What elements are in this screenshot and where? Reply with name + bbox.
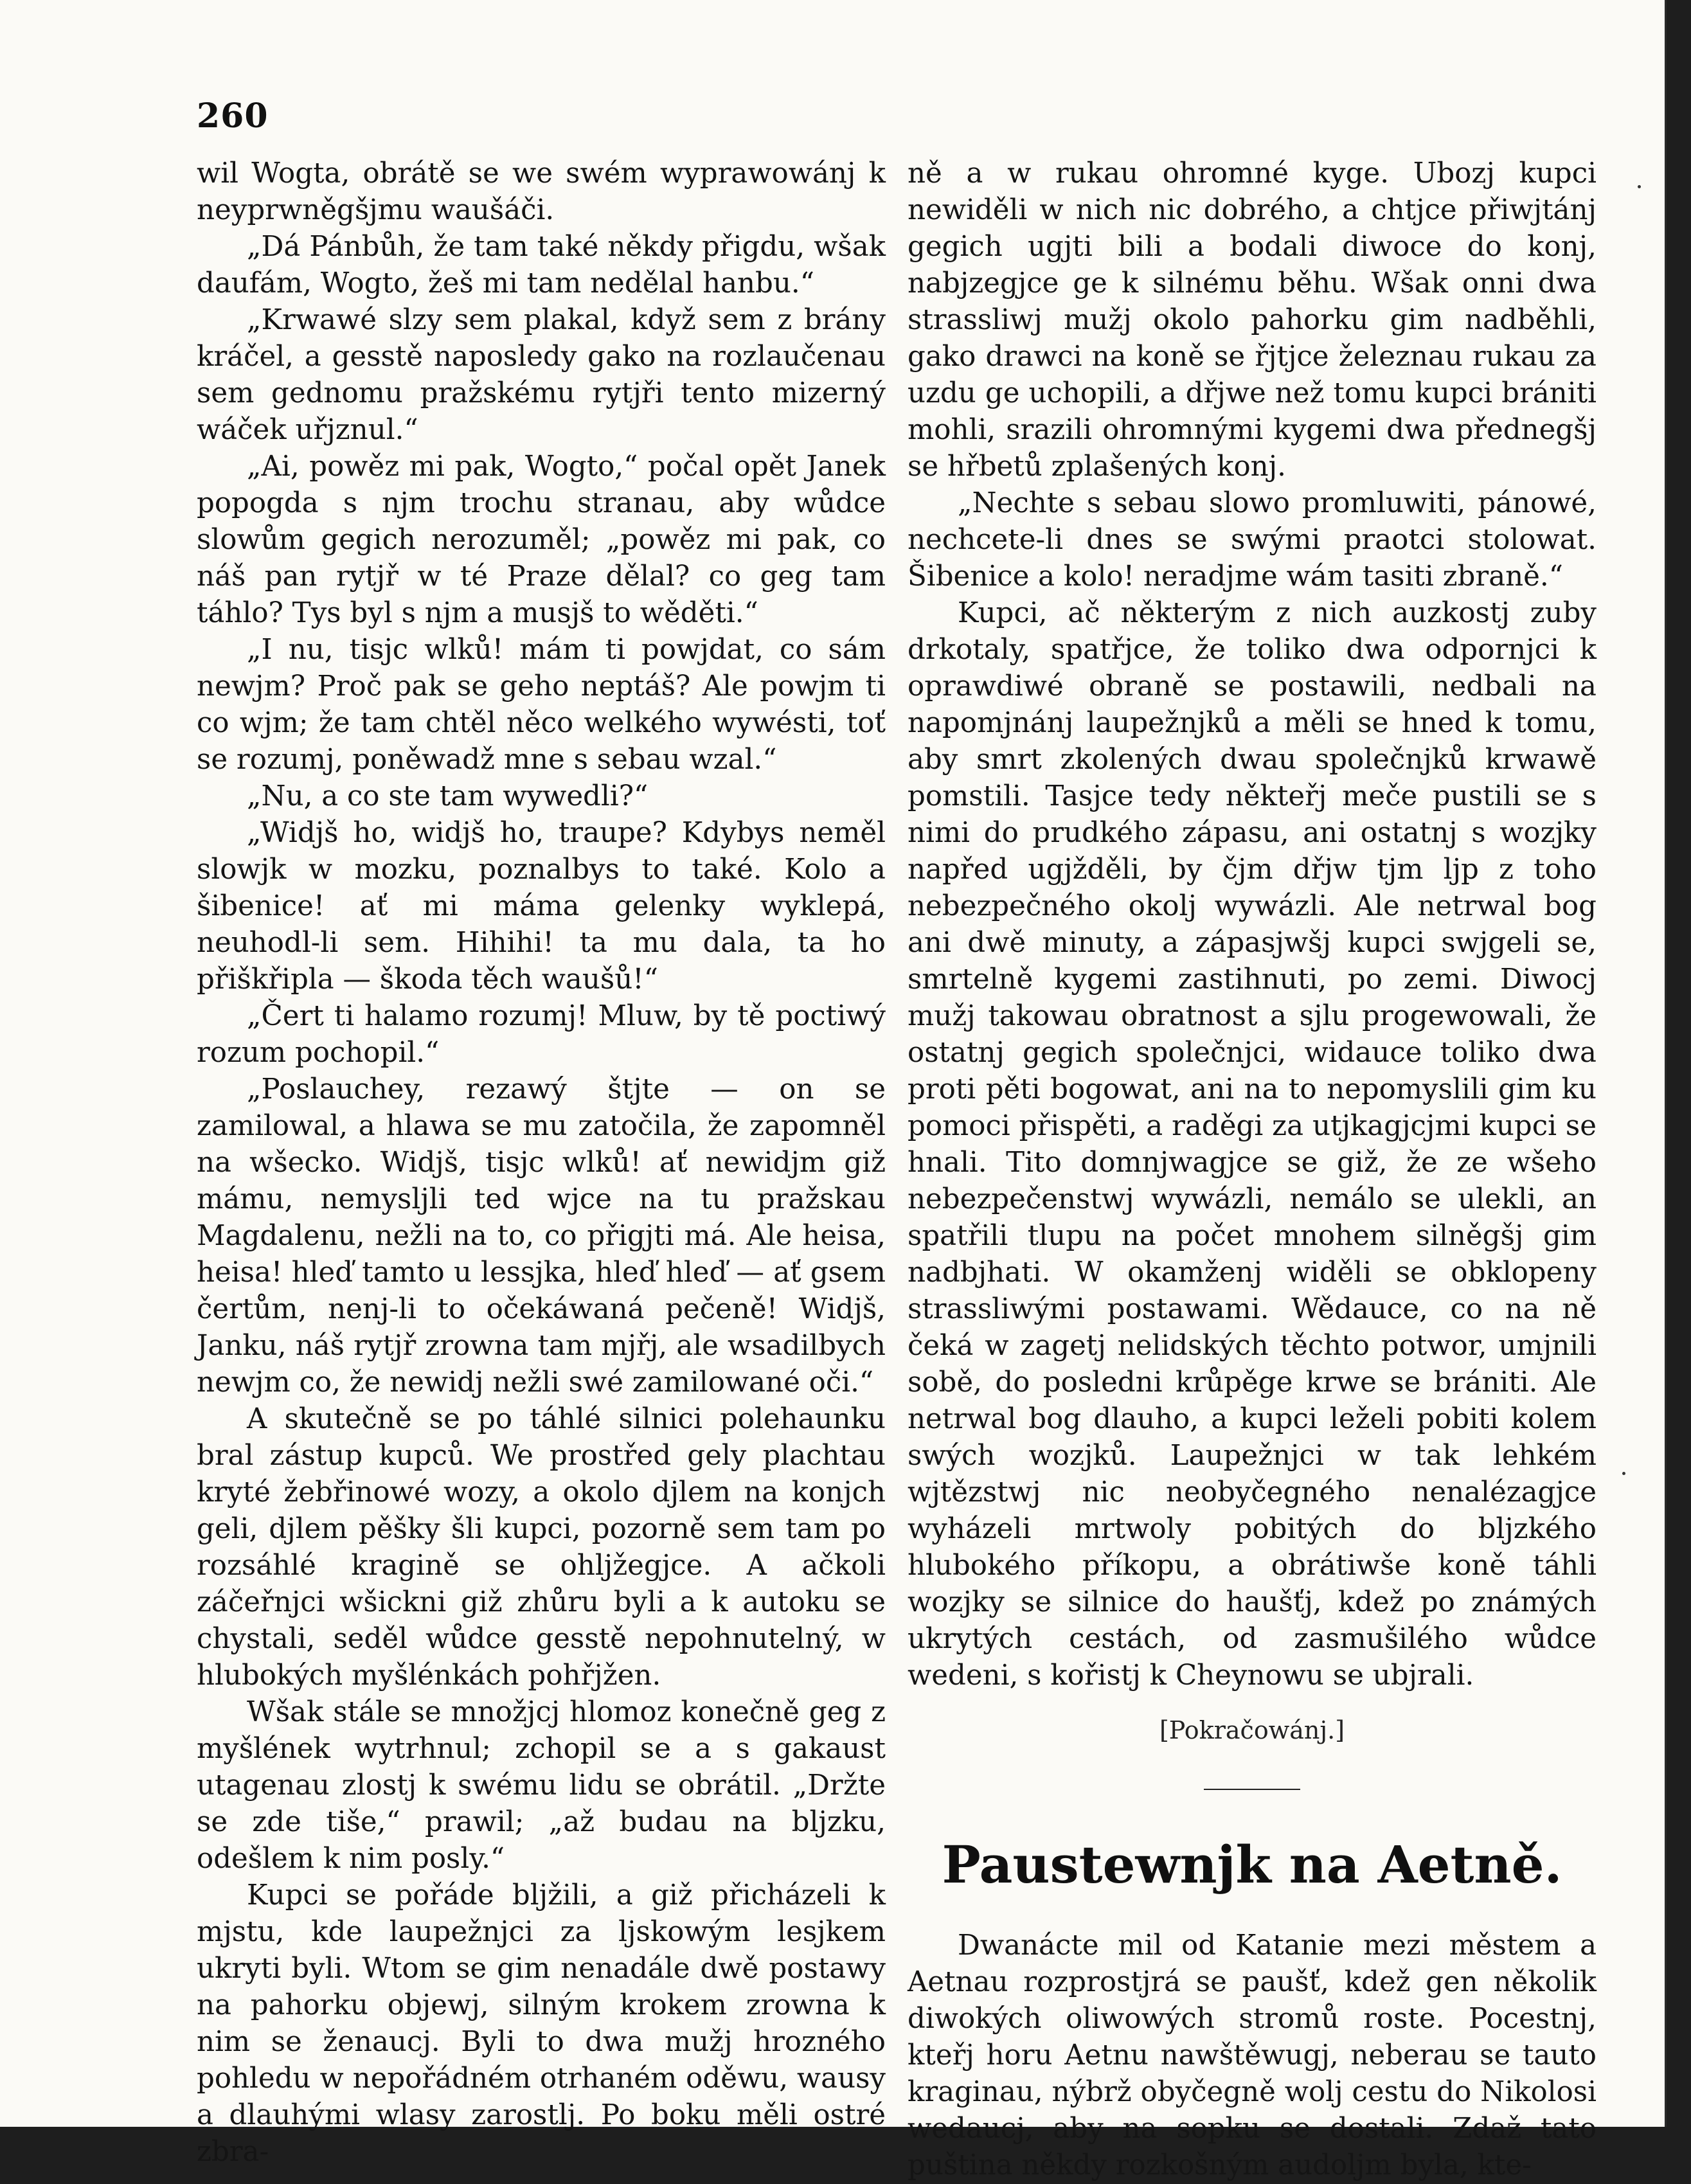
paragraph: A skutečně se po táhlé silnici polehaunku bral zástup kupců. We prostřed gely plachtau kryté žebřinowé wozy, a okolo djlem na konjch geli, djlem pěšky šli kupci, pozorně sem tam po rozsáhlé kragině se ohljžegjce. A ačkoli záčeřnjci wšickni giž zhůru byli a k autoku se chystali, seděl wůdce gesstě nepohnutelný, w hlubokých myšlénkách pohřjžen. (197, 1403, 886, 1692)
paragraph: wil Wogta, obrátě se we swém wyprawowánj k neyprwněgšjmu waušáči. (197, 157, 886, 226)
paragraph: Kupci se pořáde bljžili, a giž přicházeli k mjstu, kde laupežnjci za ljskowým lesjkem ukryti byli. Wtom se gim nenadále dwě postawy na pahorku objewj, silným krokem zrowna k nim se ženaucj. Byli to dwa mužj hrozného pohledu w nepořádném otrhaném oděwu, wausy a dlauhými wlasy zarostlj. Po boku měli ostré zbra- (197, 1879, 886, 2168)
paragraph: Wšak stále se množjcj hlomoz konečně geg z myšlének wytrhnul; zchopil se a s gakaust utagenau zlostj k swému lidu se obrátil. „Držte se zde tiše,“ prawil; „až budau na bljzku, odešlem k nim posly.“ (197, 1696, 886, 1875)
paragraph: ně a w rukau ohromné kyge. Ubozj kupci newiděli w nich nic dobrého, a chtjce přiwjtánj gegich ugjti bili a bodali diwoce do konj, nabjzegjce ge k silnému běhu. Wšak onni dwa strassliwj mužj okolo pahorku gim nadběhli, gako drawci na koně se řjtjce železnau rukau za uzdu ge uchopili, a dřjwe než tomu kupci brániti mohli, srazili ohromnými kygemi dwa přednegšj se hřbetů zplašených konj. (908, 157, 1597, 483)
paragraph: „Dá Pánbůh, že tam také někdy přigdu, wšak daufám, Wogto, žeš mi tam nedělal hanbu.“ (197, 231, 886, 300)
scan-speck (1622, 1472, 1625, 1475)
continued-note: [Pokračowánj.] (1159, 1716, 1345, 1744)
page-number: 260 (197, 96, 269, 136)
paragraph: „Čert ti halamo rozumj! Mluw, by tě poctiwý rozum pochopil.“ (197, 1000, 886, 1069)
paragraph: „Nu, a co ste tam wywedli?“ (247, 780, 649, 812)
left-column (197, 156, 886, 2171)
section-divider (1204, 1789, 1300, 1790)
paragraph: „Ai, powěz mi pak, Wogto,“ počal opět Janek popogda s njm trochu stranau, aby wůdce slowům gegich nerozuměl; „powěz mi pak, co náš pan rytjř w té Praze dělal? co geg tam táhlo? Tys byl s njm a musjš to wěděti.“ (197, 451, 886, 629)
scan-speck (1638, 185, 1641, 188)
paragraph: Kupci, ač některým z nich auzkostj zuby drkotaly, spatřjce, že toliko dwa odpornjci k oprawdiwé obraně se postawili, nedbali na napomjnánj laupežnjků a měli se hned k tomu, aby smrt zkolených dwau společnjků krwawě pomstili. Tasjce tedy někteřj meče pustili se s nimi do prudkého zápasu, ani ostatnj s wozjky napřed ugjžděli, by čjm dřjw tjm ljp z toho nebezpečného okolj wywázli. Ale netrwal bog ani dwě minuty, a zápasjwšj kupci swjgeli se, smrtelně kygemi zastihnuti, po zemi. Diwocj mužj takowau obratnost a sjlu progewowali, že ostatnj gegich společnjci, widauce toliko dwa proti pěti bogowat, ani na to nepomyslili gim ku pomoci přispěti, a raděgi za utjkagjcjmi kupci se hnali. Tito domnjwagjce se giž, že ze wšeho nebezpečenstwj wywázli, nemálo se ulekli, an spatřili tlupu na počet mnohem silněgšj gim nadbjhati. W okamženj widěli se obklopeny strassliwými postawami. Wědauce, co na ně čeká w zagetj nelidských těchto potwor, umjnili sobě, do posledni krůpěge krwe se brániti. Ale netrwal bog dlauho, a kupci leželi pobiti kolem swých wozjků. Laupežnjci w tak lehkém wjtězstwj nic neobyčegného nenalézagjce wyházeli mrtwoly pobitých do bljzkého hlubokého příkopu, a obrátiwše koně táhli wozjky se silnice do haušťj, kdež po známých ukrytých cestách, od zasmušilého wůdce wedeni, s kořistj k Cheynowu se ubjrali. (908, 597, 1597, 1692)
paragraph: „Nechte s sebau slowo promluwiti, pánowé, nechcete-li dnes se swými praotci stolowat. Šibenice a kolo! neradjme wám tasiti zbraně.“ (908, 487, 1597, 593)
paragraph: „I nu, tisjc wlků! mám ti powjdat, co sám newjm? Proč pak se geho neptáš? Ale powjm ti co wjm; že tam chtěl něco welkého wywésti, toť se rozumj, poněwadž mne s sebau wzal.“ (197, 634, 886, 776)
paragraph: „Poslauchey, rezawý štjte — on se zamilowal, a hlawa se mu zatočila, že zapomněl na wšecko. Widjš, tisjc wlků! ať newidjm giž mámu, nemysljli ted wjce na tu pražskau Magdalenu, nežli na to, co přigjti má. Ale heisa, heisa! hleď tamto u lessjka, hleď hleď — ať gsem čertům, nenj-li to očekáwaná pečeně! Widjš, Janku, náš rytjř zrowna tam mjřj, ale wsadilbych newjm co, že newidj nežli swé zamilowané oči.“ (197, 1073, 886, 1399)
paragraph: „Widjš ho, widjš ho, traupe? Kdybys neměl slowjk w mozku, poznalbys to také. Kolo a šibenice! ať mi máma gelenky wyklepá, neuhodl-li sem. Hihihi! ta mu dala, ta ho přiškřipla — škoda těch waušů!“ (197, 817, 886, 996)
paragraph: „Krwawé slzy sem plakal, když sem z brány kráčel, a gesstě naposledy gako na rozlaučenau sem gednomu pražskému rytjři tento mizerný wáček uřjznul.“ (197, 304, 886, 446)
right-column (908, 156, 1597, 2184)
article-title: Paustewnjk na Aetně. (942, 1834, 1562, 1895)
paragraph: Dwanácte mil od Katanie mezi městem a Aetnau rozprostjrá se paušť, kdež gen několik diwokých oliwowých stromů roste. Pocestnj, kteřj horu Aetnu nawštěwugj, neberau se tauto kraginau, nýbrž obyčegně wolj cestu do Nikolosi wedaucj, aby na sopku se dostali. Zdaž tato puština někdy rozkošným audoljm byla, kte- (908, 1929, 1597, 2181)
